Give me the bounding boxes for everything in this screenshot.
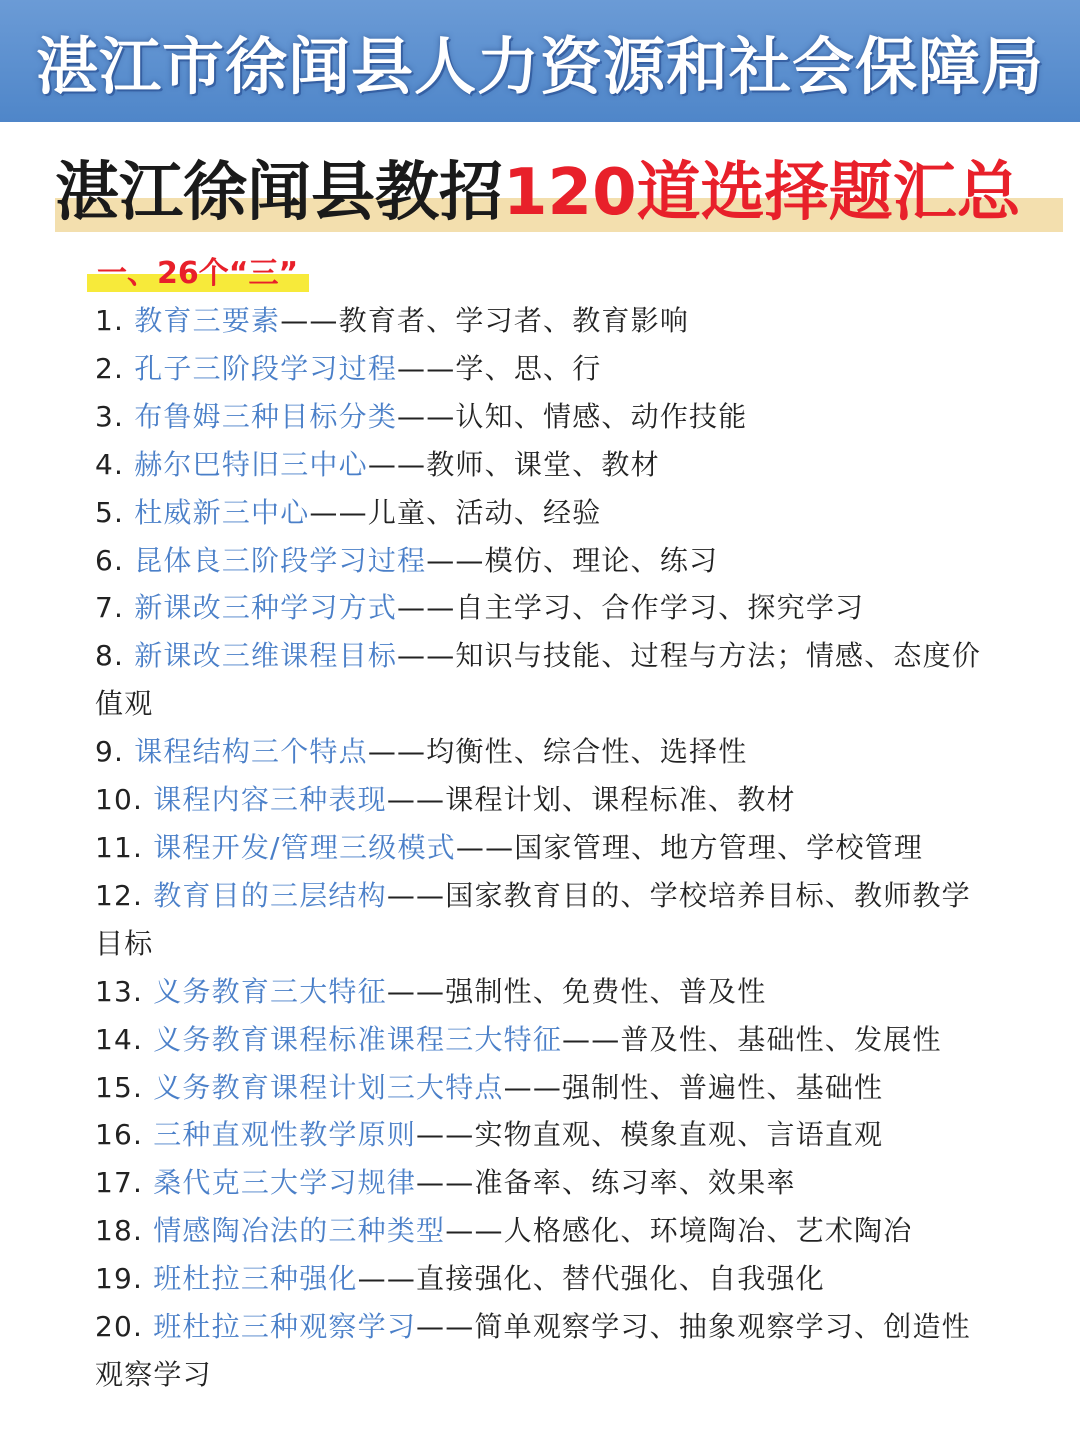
item-number: 9. <box>95 735 135 769</box>
section-header <box>87 252 298 296</box>
item-topic: 教育目的三层结构 <box>153 878 387 912</box>
item-answer: ——教育者、学习者、教育影响 <box>280 304 690 337</box>
list-item <box>95 824 995 872</box>
item-answer: ——简单观察学习、抽象观察学习、创造性观察学习 <box>95 1310 971 1391</box>
main-heading <box>55 148 1063 238</box>
item-number: 7. <box>95 591 135 625</box>
item-answer: ——人格感化、环境陶冶、艺术陶冶 <box>445 1214 913 1248</box>
item-answer: ——均衡性、综合性、选择性 <box>367 735 748 769</box>
item-answer: ——课程计划、课程标准、教材 <box>386 783 796 817</box>
header-banner <box>0 0 1080 122</box>
item-answer: ——实物直观、模象直观、言语直观 <box>416 1118 884 1152</box>
item-topic: 三种直观性教学原则 <box>153 1118 417 1152</box>
heading-text <box>55 148 1063 238</box>
item-topic: 昆体良三阶段学习过程 <box>134 543 427 577</box>
list-item <box>95 393 995 441</box>
item-topic: 桑代克三大学习规律 <box>153 1166 417 1200</box>
item-answer: ——强制性、免费性、普及性 <box>386 974 767 1008</box>
item-answer: ——自主学习、合作学习、探究学习 <box>397 591 865 625</box>
item-answer: ——知识与技能、过程与方法；情感、态度价值观 <box>95 639 982 721</box>
item-answer: ——国家管理、地方管理、学校管理 <box>455 830 924 864</box>
item-number: 20. <box>95 1310 154 1344</box>
heading-red: 120道选择题汇总 <box>503 156 1021 230</box>
item-number: 2. <box>95 351 135 385</box>
list-item <box>95 968 995 1016</box>
item-topic: 班杜拉三种强化 <box>153 1262 358 1296</box>
item-number: 13. <box>95 974 154 1008</box>
section-label: 一、26个“三” <box>97 256 299 291</box>
item-number: 19. <box>95 1262 154 1296</box>
item-answer: ——直接强化、替代强化、自我强化 <box>357 1262 825 1296</box>
item-answer: ——教师、课堂、教材 <box>367 447 660 481</box>
item-topic: 课程内容三种表现 <box>153 783 387 817</box>
item-topic: 赫尔巴特旧三中心 <box>134 447 368 481</box>
list-item <box>95 1016 995 1064</box>
item-number: 4. <box>95 447 135 481</box>
item-list <box>95 297 995 1399</box>
item-topic: 杜威新三中心 <box>134 495 310 529</box>
item-answer: ——普及性、基础性、发展性 <box>562 1022 942 1056</box>
item-number: 18. <box>95 1214 154 1248</box>
item-number: 15. <box>95 1070 154 1104</box>
item-topic: 课程开发/管理三级模式 <box>153 830 456 864</box>
heading-dark: 湛江徐闻县教招 <box>55 156 503 230</box>
item-number: 3. <box>95 399 135 433</box>
item-topic: 情感陶冶法的三种类型 <box>153 1214 446 1248</box>
list-item <box>95 1111 995 1159</box>
list-item <box>95 872 995 968</box>
list-item <box>95 441 995 489</box>
item-answer: ——准备率、练习率、效果率 <box>416 1166 796 1200</box>
item-topic: 义务教育课程计划三大特点 <box>153 1070 504 1104</box>
item-topic: 义务教育三大特征 <box>153 974 387 1008</box>
item-answer: ——模仿、理论、练习 <box>426 543 719 577</box>
item-number: 17. <box>95 1166 154 1200</box>
item-answer: ——学、思、行 <box>397 351 602 385</box>
item-answer: ——认知、情感、动作技能 <box>397 399 748 433</box>
item-number: 8. <box>95 639 135 673</box>
list-item <box>95 537 995 585</box>
item-topic: 新课改三种学习方式 <box>134 591 398 625</box>
item-number: 16. <box>95 1118 154 1152</box>
item-topic: 教育三要素 <box>134 304 281 337</box>
item-topic: 新课改三维课程目标 <box>134 639 398 673</box>
item-topic: 班杜拉三种观察学习 <box>153 1310 417 1344</box>
list-item <box>95 776 995 824</box>
list-item <box>95 297 995 345</box>
item-number: 14. <box>95 1022 154 1056</box>
item-answer: ——儿童、活动、经验 <box>309 495 602 529</box>
list-item <box>95 728 995 776</box>
list-item <box>95 1207 995 1255</box>
item-number: 5. <box>95 495 135 529</box>
item-number: 12. <box>95 878 154 912</box>
list-item <box>95 1159 995 1207</box>
list-item <box>95 1255 995 1303</box>
item-topic: 布鲁姆三种目标分类 <box>134 399 398 433</box>
list-item <box>95 1303 995 1399</box>
list-item <box>95 1064 995 1112</box>
banner-title: 湛江市徐闻县人力资源和社会保障局 <box>35 29 1044 103</box>
item-number: 10. <box>95 783 154 817</box>
item-number: 6. <box>95 543 135 577</box>
item-topic: 课程结构三个特点 <box>134 735 368 769</box>
item-topic: 孔子三阶段学习过程 <box>134 351 398 385</box>
item-answer: ——强制性、普遍性、基础性 <box>503 1070 884 1104</box>
list-item <box>95 584 995 632</box>
list-item <box>95 345 995 393</box>
list-item <box>95 632 995 728</box>
item-number: 11. <box>95 830 154 864</box>
item-topic: 义务教育课程标准课程三大特征 <box>153 1022 563 1056</box>
list-item <box>95 489 995 537</box>
item-answer: ——国家教育目的、学校培养目标、教师教学目标 <box>95 878 971 960</box>
item-number: 1. <box>95 304 135 337</box>
